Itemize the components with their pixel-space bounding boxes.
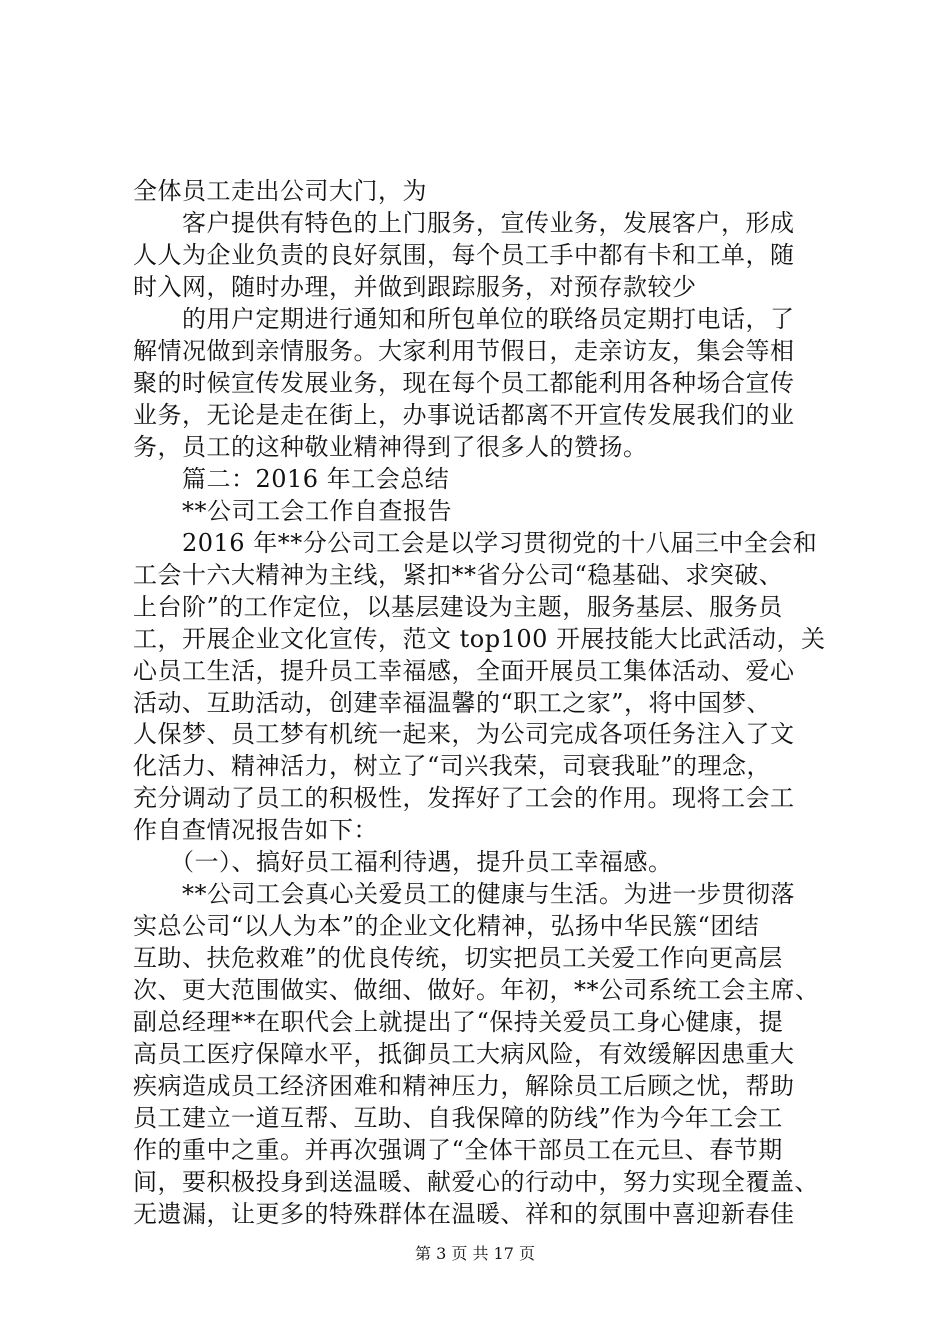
text-line: 聚的时候宣传发展业务，现在每个员工都能利用各种场合宣传 <box>133 369 795 397</box>
text-line: 上台阶”的工作定位，以基层建设为主题，服务基层、服务员 <box>133 593 783 621</box>
text-line: 人保梦、员工梦有机统一起来，为公司完成各项任务注入了文 <box>133 720 795 748</box>
text-line: 2016 年**分公司工会是以学习贯彻党的十八届三中全会和 <box>133 529 818 557</box>
text-line: 疾病造成员工经济困难和精神压力，解除员工后顾之忧，帮助 <box>133 1072 795 1100</box>
text-line: 工，开展企业文化宣传，范文 top100 开展技能大比武活动，关 <box>133 625 826 653</box>
text-line: **公司工会真心关爱员工的健康与生活。为进一步贯彻落 <box>133 880 795 908</box>
text-line: 实总公司“以人为本”的企业文化精神，弘扬中华民簇“团结 <box>133 912 760 940</box>
text-line: 活动、互助活动，创建幸福温馨的“职工之家”，将中国梦、 <box>133 689 772 717</box>
text-line: 充分调动了员工的积极性，发挥好了工会的作用。现将工会工 <box>133 784 795 812</box>
text-line: 次、更大范围做实、做细、做好。年初，**公司系统工会主席、 <box>133 976 820 1004</box>
text-line: 的用户定期进行通知和所包单位的联络员定期打电话，了 <box>133 305 795 333</box>
text-line: 解情况做到亲情服务。大家利用节假日，走亲访友，集会等相 <box>133 337 795 365</box>
subsection-heading: （一）、搞好员工福利待遇，提升员工幸福感。 <box>133 848 673 876</box>
text-line: 副总经理**在职代会上就提出了“保持关爱员工身心健康，提 <box>133 1008 784 1036</box>
section-heading: 篇二：2016 年工会总结 <box>133 465 450 493</box>
text-line: 人人为企业负责的良好氛围，每个员工手中都有卡和工单，随 <box>133 241 795 269</box>
text-line: 心员工生活，提升员工幸福感，全面开展员工集体活动、爱心 <box>133 657 795 685</box>
text-line: 无遗漏，让更多的特殊群体在温暖、祥和的氛围中喜迎新春佳 <box>133 1200 795 1228</box>
page-number-footer: 第 3 页 共 17 页 <box>415 1244 535 1263</box>
text-line: 作自查情况报告如下： <box>133 816 378 844</box>
report-title: **公司工会工作自查报告 <box>133 497 452 525</box>
text-line: 高员工医疗保障水平，抵御员工大病风险，有效缓解因患重大 <box>133 1040 795 1068</box>
text-line: 全体员工走出公司大门，为 <box>133 177 427 205</box>
text-line: 互助、扶危救难”的优良传统，切实把员工关爱工作向更高层 <box>133 944 783 972</box>
text-line: 作的重中之重。并再次强调了“全体干部员工在元旦、春节期 <box>133 1136 783 1164</box>
text-line: 化活力、精神活力，树立了“司兴我荣，司衰我耻”的理念， <box>133 752 772 780</box>
text-line: 工会十六大精神为主线，紧扣**省分公司“稳基础、求突破、 <box>133 561 784 589</box>
text-line: 间，要积极投身到送温暖、献爱心的行动中，努力实现全覆盖、 <box>133 1168 819 1196</box>
text-line: 客户提供有特色的上门服务，宣传业务，发展客户，形成 <box>133 209 795 237</box>
text-line: 员工建立一道互帮、互助、自我保障的防线”作为今年工会工 <box>133 1104 783 1132</box>
text-line: 业务，无论是走在街上，办事说话都离不开宣传发展我们的业 <box>133 401 795 429</box>
text-line: 时入网，随时办理，并做到跟踪服务，对预存款较少 <box>133 273 697 301</box>
text-line: 务，员工的这种敬业精神得到了很多人的赞扬。 <box>133 433 648 461</box>
